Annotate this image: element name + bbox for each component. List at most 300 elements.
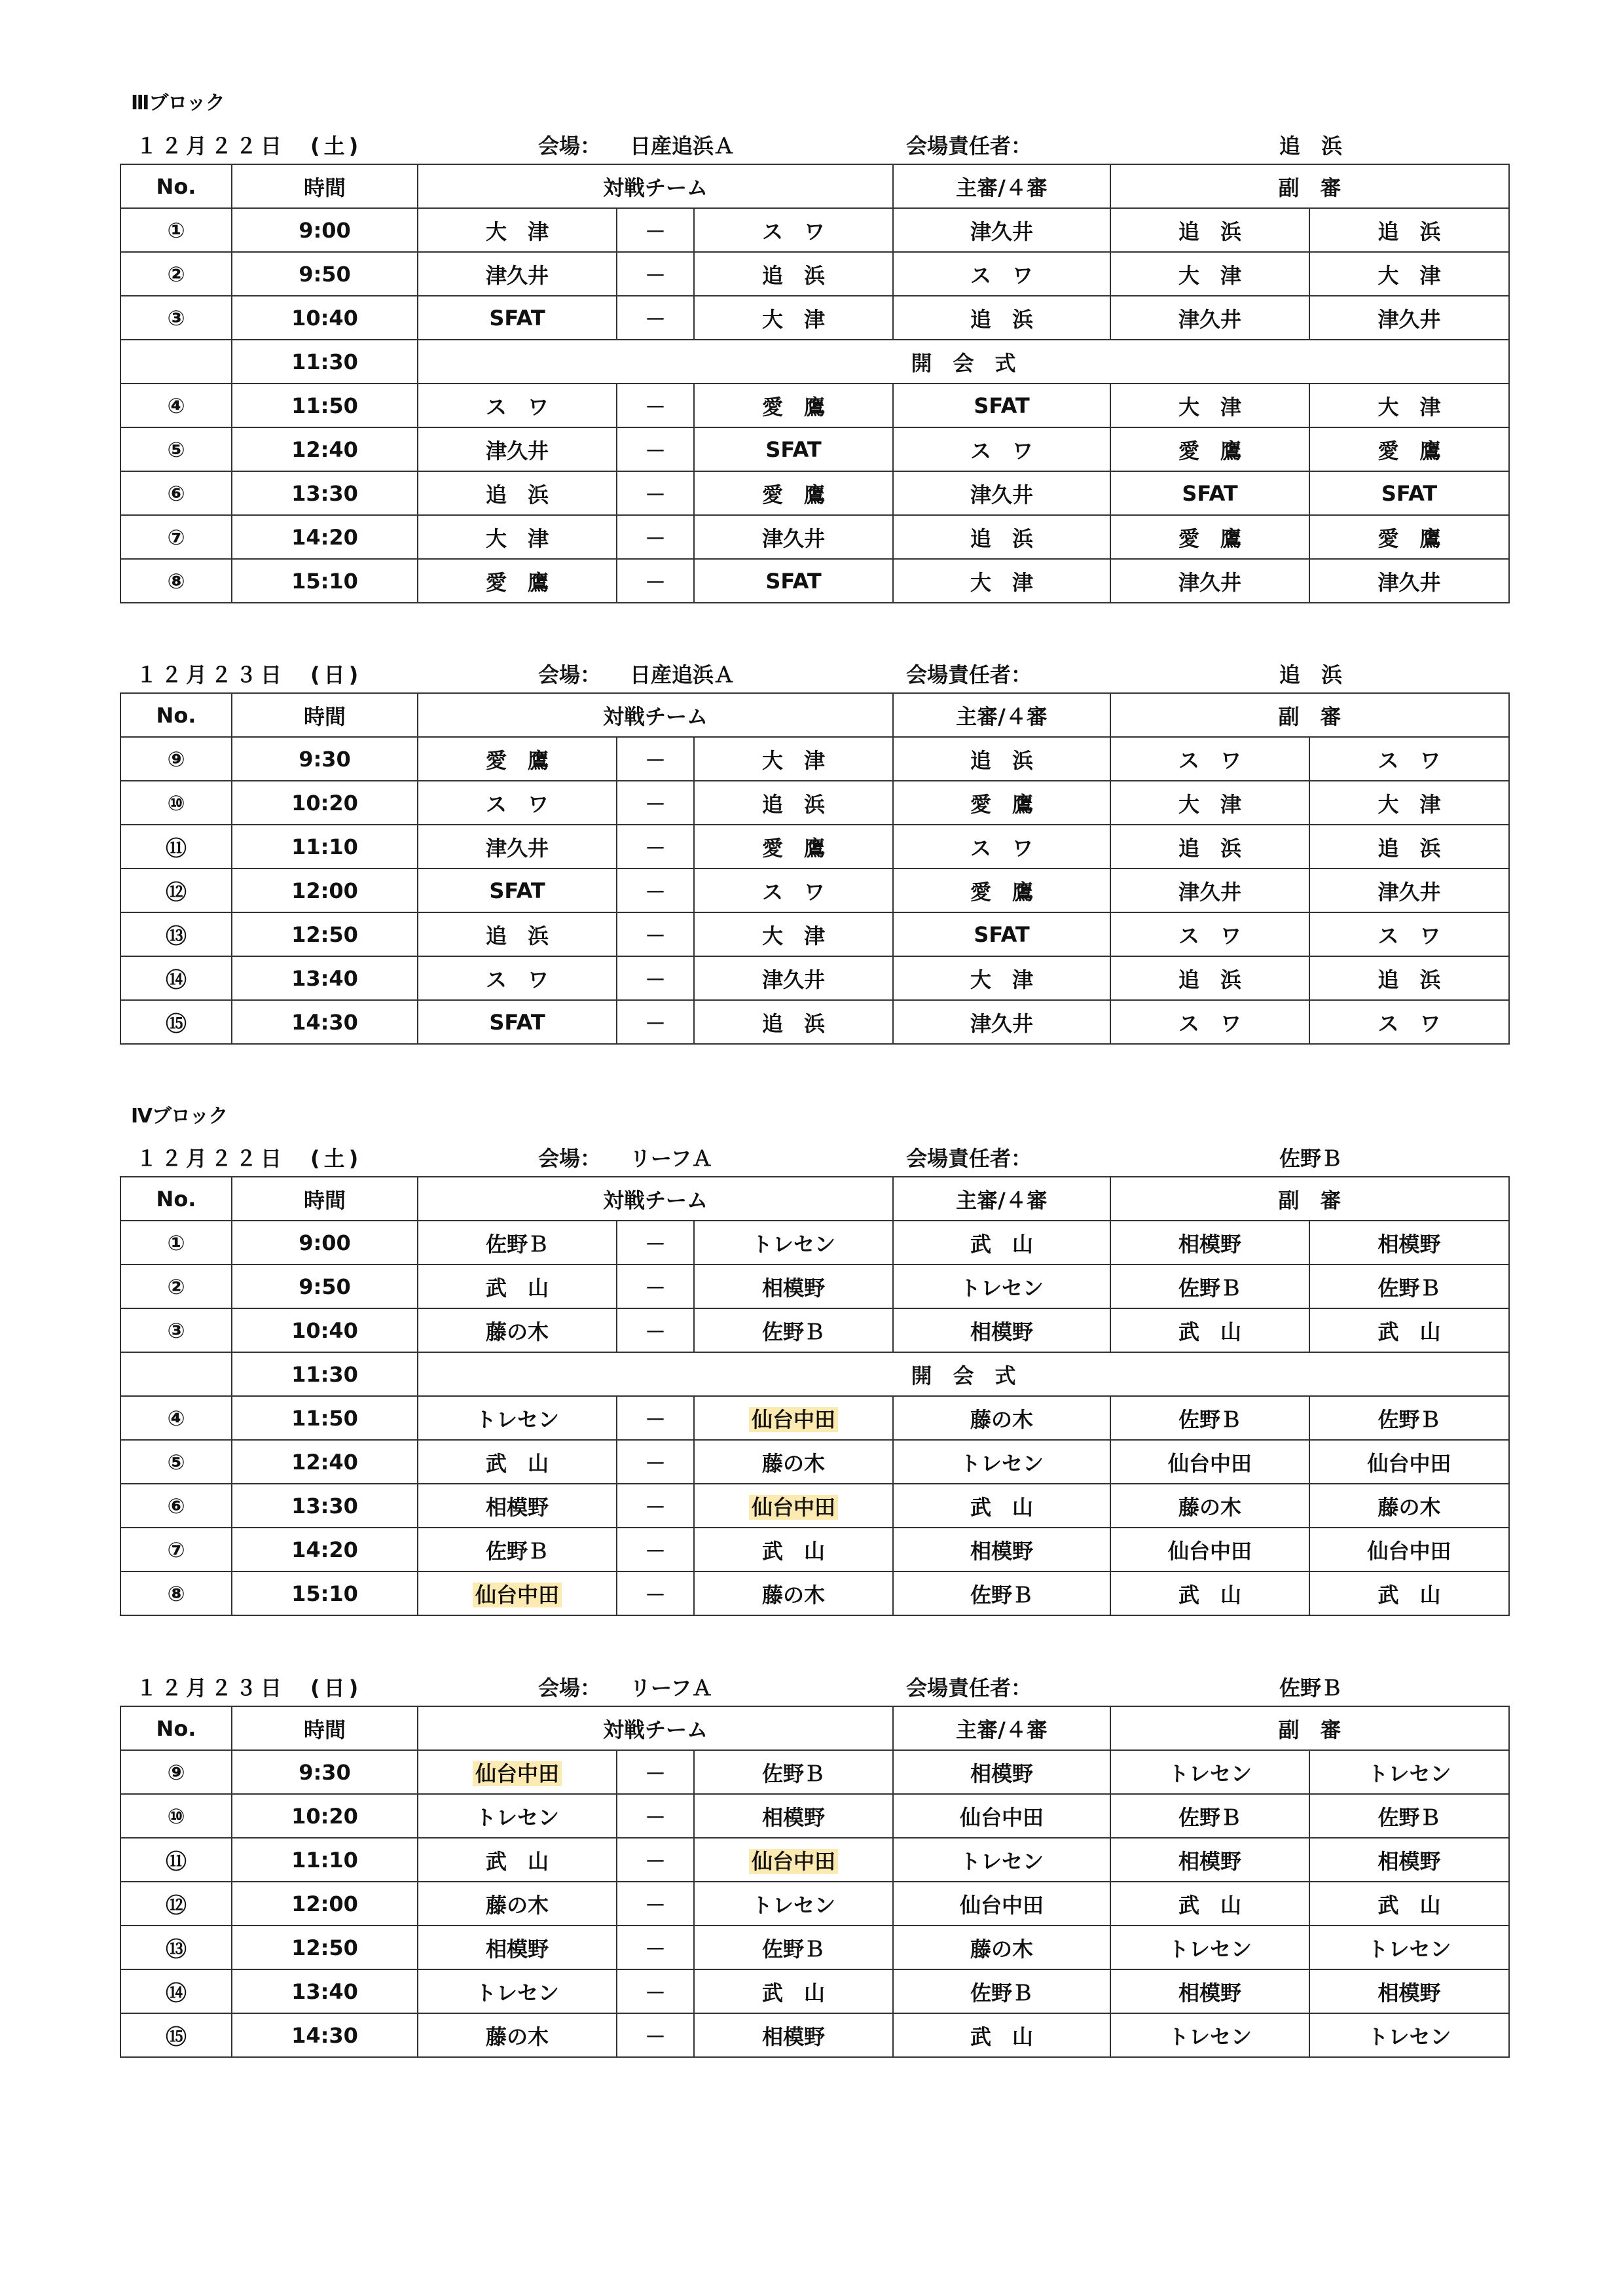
- versus-dash: －: [617, 869, 694, 912]
- match-time: 13:30: [232, 1484, 418, 1528]
- versus-dash: －: [617, 559, 694, 603]
- match-date: １２月２２日 (土): [136, 134, 363, 158]
- assistant-referee-2: 追 浜: [1309, 208, 1509, 252]
- match-number: ②: [120, 1265, 232, 1308]
- table-row: [120, 956, 1509, 1000]
- assistant-referee-1: 大 津: [1110, 384, 1309, 427]
- match-time: 12:00: [232, 1882, 418, 1926]
- home-team: [418, 1571, 617, 1615]
- header-referee: 主審/４審: [893, 164, 1110, 208]
- schedule-table: [120, 1176, 1510, 1616]
- away-team: 追 浜: [694, 1000, 893, 1044]
- match-number: ②: [120, 252, 232, 296]
- responsible-label: 会場責任者：: [906, 662, 1032, 687]
- away-team: 藤の木: [694, 1440, 893, 1484]
- main-referee: 津久井: [893, 208, 1110, 252]
- match-date: １２月２２日 (土): [136, 1146, 363, 1171]
- match-number: ⑭: [120, 1969, 232, 2013]
- versus-dash: －: [617, 296, 694, 340]
- home-team: 藤の木: [418, 2013, 617, 2057]
- assistant-referee-1: 愛 鷹: [1110, 427, 1309, 471]
- table-row: [120, 1926, 1509, 1969]
- table-row: [120, 869, 1509, 912]
- match-time: 11:30: [232, 1352, 418, 1396]
- table-row: [120, 1221, 1509, 1265]
- assistant-referee-1: 仙台中田: [1110, 1528, 1309, 1571]
- match-number: ⑤: [120, 427, 232, 471]
- event-label: 開 会 式: [418, 340, 1509, 384]
- main-referee: ス ワ: [893, 427, 1110, 471]
- match-number: ⑦: [120, 515, 232, 559]
- versus-dash: －: [617, 1265, 694, 1308]
- away-team: 相模野: [694, 2013, 893, 2057]
- home-team: 相模野: [418, 1484, 617, 1528]
- table-row: [120, 252, 1509, 296]
- table-row: [120, 1838, 1509, 1882]
- main-referee: トレセン: [893, 1440, 1110, 1484]
- home-team: 藤の木: [418, 1882, 617, 1926]
- assistant-referee-1: 大 津: [1110, 252, 1309, 296]
- versus-dash: －: [617, 1000, 694, 1044]
- match-time: 9:50: [232, 1265, 418, 1308]
- main-referee: ス ワ: [893, 825, 1110, 869]
- responsible-label: 会場責任者：: [906, 134, 1032, 158]
- away-team: 相模野: [694, 1265, 893, 1308]
- match-time: 12:40: [232, 1440, 418, 1484]
- assistant-referee-1: 相模野: [1110, 1969, 1309, 2013]
- responsible-name: 佐野Ｂ: [1279, 1146, 1342, 1171]
- table-row: [120, 208, 1509, 252]
- match-number: ①: [120, 208, 232, 252]
- home-team: ス ワ: [418, 956, 617, 1000]
- versus-dash: －: [617, 737, 694, 781]
- header-match: 対戦チーム: [418, 164, 893, 208]
- match-number: ⑥: [120, 1484, 232, 1528]
- versus-dash: －: [617, 1440, 694, 1484]
- versus-dash: －: [617, 1969, 694, 2013]
- assistant-referee-2: 武 山: [1309, 1882, 1509, 1926]
- match-number: ⑨: [120, 1750, 232, 1794]
- header-assistant: 副 審: [1110, 1706, 1509, 1750]
- assistant-referee-1: 藤の木: [1110, 1484, 1309, 1528]
- home-team: [418, 1750, 617, 1794]
- assistant-referee-2: 相模野: [1309, 1221, 1509, 1265]
- main-referee: 武 山: [893, 1484, 1110, 1528]
- match-date: １２月２３日 (日): [136, 1676, 363, 1700]
- venue-name: リーフＡ: [630, 1676, 713, 1700]
- header-time: 時間: [232, 1706, 418, 1750]
- match-time: 10:20: [232, 1794, 418, 1838]
- away-team: 佐野Ｂ: [694, 1926, 893, 1969]
- header-assistant: 副 審: [1110, 1177, 1509, 1221]
- away-team: SFAT: [694, 559, 893, 603]
- assistant-referee-2: トレセン: [1309, 2013, 1509, 2057]
- main-referee: 仙台中田: [893, 1794, 1110, 1838]
- table-row: [120, 384, 1509, 427]
- match-time: 15:10: [232, 559, 418, 603]
- assistant-referee-2: SFAT: [1309, 471, 1509, 515]
- assistant-referee-1: トレセン: [1110, 1926, 1309, 1969]
- assistant-referee-2: 佐野Ｂ: [1309, 1265, 1509, 1308]
- assistant-referee-1: 追 浜: [1110, 956, 1309, 1000]
- away-team: 愛 鷹: [694, 471, 893, 515]
- event-label: 開 会 式: [418, 1352, 1509, 1396]
- home-team: トレセン: [418, 1969, 617, 2013]
- match-time: 12:00: [232, 869, 418, 912]
- match-date: １２月２３日 (日): [136, 662, 363, 687]
- assistant-referee-2: 相模野: [1309, 1969, 1509, 2013]
- assistant-referee-2: ス ワ: [1309, 737, 1509, 781]
- assistant-referee-2: ス ワ: [1309, 912, 1509, 956]
- home-team: 追 浜: [418, 471, 617, 515]
- home-team: ス ワ: [418, 384, 617, 427]
- assistant-referee-2: 愛 鷹: [1309, 427, 1509, 471]
- match-number: ⑮: [120, 1000, 232, 1044]
- header-assistant: 副 審: [1110, 164, 1509, 208]
- main-referee: 大 津: [893, 559, 1110, 603]
- away-team: ス ワ: [694, 208, 893, 252]
- venue-name: 日産追浜Ａ: [630, 662, 735, 687]
- header-time: 時間: [232, 164, 418, 208]
- assistant-referee-1: 相模野: [1110, 1838, 1309, 1882]
- match-time: 10:40: [232, 296, 418, 340]
- venue-name: リーフＡ: [630, 1146, 713, 1171]
- assistant-referee-1: 追 浜: [1110, 208, 1309, 252]
- away-team: 佐野Ｂ: [694, 1750, 893, 1794]
- home-team: 佐野Ｂ: [418, 1528, 617, 1571]
- versus-dash: －: [617, 471, 694, 515]
- table-row: [120, 1000, 1509, 1044]
- table-row: [120, 340, 1509, 384]
- main-referee: 津久井: [893, 471, 1110, 515]
- main-referee: 相模野: [893, 1308, 1110, 1352]
- match-time: 10:40: [232, 1308, 418, 1352]
- section-header: [0, 1142, 1623, 1175]
- home-team: SFAT: [418, 1000, 617, 1044]
- versus-dash: －: [617, 427, 694, 471]
- main-referee: 相模野: [893, 1528, 1110, 1571]
- home-team: 追 浜: [418, 912, 617, 956]
- match-number: ⑧: [120, 1571, 232, 1615]
- section-header: [0, 1672, 1623, 1704]
- table-row: [120, 912, 1509, 956]
- assistant-referee-1: 武 山: [1110, 1308, 1309, 1352]
- table-row: [120, 471, 1509, 515]
- header-no: No.: [120, 164, 232, 208]
- assistant-referee-2: 津久井: [1309, 869, 1509, 912]
- assistant-referee-2: トレセン: [1309, 1926, 1509, 1969]
- assistant-referee-2: 津久井: [1309, 296, 1509, 340]
- away-team: 追 浜: [694, 252, 893, 296]
- table-row: [120, 1794, 1509, 1838]
- assistant-referee-1: 仙台中田: [1110, 1440, 1309, 1484]
- home-team: 津久井: [418, 427, 617, 471]
- match-time: 9:50: [232, 252, 418, 296]
- main-referee: 追 浜: [893, 515, 1110, 559]
- home-team: 武 山: [418, 1440, 617, 1484]
- home-team: 津久井: [418, 825, 617, 869]
- versus-dash: －: [617, 781, 694, 825]
- match-time: 12:40: [232, 427, 418, 471]
- match-number: ④: [120, 384, 232, 427]
- assistant-referee-2: トレセン: [1309, 1750, 1509, 1794]
- match-time: 9:30: [232, 737, 418, 781]
- away-team: SFAT: [694, 427, 893, 471]
- match-number: ⑩: [120, 1794, 232, 1838]
- away-team: ス ワ: [694, 869, 893, 912]
- table-row: [120, 781, 1509, 825]
- assistant-referee-2: 相模野: [1309, 1838, 1509, 1882]
- home-team: 津久井: [418, 252, 617, 296]
- versus-dash: －: [617, 1528, 694, 1571]
- assistant-referee-2: 追 浜: [1309, 825, 1509, 869]
- table-row: [120, 1440, 1509, 1484]
- main-referee: 武 山: [893, 1221, 1110, 1265]
- home-team: SFAT: [418, 869, 617, 912]
- assistant-referee-2: 佐野Ｂ: [1309, 1794, 1509, 1838]
- match-number: ⑨: [120, 737, 232, 781]
- match-time: 10:20: [232, 781, 418, 825]
- main-referee: SFAT: [893, 912, 1110, 956]
- assistant-referee-2: 津久井: [1309, 559, 1509, 603]
- versus-dash: －: [617, 384, 694, 427]
- assistant-referee-2: ス ワ: [1309, 1000, 1509, 1044]
- away-team: 追 浜: [694, 781, 893, 825]
- versus-dash: －: [617, 912, 694, 956]
- away-team: [694, 1838, 893, 1882]
- venue-name: 日産追浜Ａ: [630, 134, 735, 158]
- table-row: [120, 296, 1509, 340]
- match-time: 11:50: [232, 1396, 418, 1440]
- match-number: ⑫: [120, 1882, 232, 1926]
- away-team: 愛 鷹: [694, 825, 893, 869]
- away-team: トレセン: [694, 1221, 893, 1265]
- away-team: 藤の木: [694, 1571, 893, 1615]
- versus-dash: －: [617, 825, 694, 869]
- match-time: 11:50: [232, 384, 418, 427]
- highlighted-team: 仙台中田: [749, 1495, 838, 1520]
- home-team: SFAT: [418, 296, 617, 340]
- main-referee: 藤の木: [893, 1396, 1110, 1440]
- venue-label: 会場：: [538, 662, 602, 687]
- assistant-referee-1: 佐野Ｂ: [1110, 1265, 1309, 1308]
- main-referee: 相模野: [893, 1750, 1110, 1794]
- table-row: [120, 515, 1509, 559]
- match-number: ⑮: [120, 2013, 232, 2057]
- header-referee: 主審/４審: [893, 693, 1110, 737]
- away-team: 大 津: [694, 296, 893, 340]
- match-number: ⑬: [120, 1926, 232, 1969]
- match-time: 13:40: [232, 956, 418, 1000]
- home-team: 愛 鷹: [418, 559, 617, 603]
- assistant-referee-1: 相模野: [1110, 1221, 1309, 1265]
- main-referee: 藤の木: [893, 1926, 1110, 1969]
- versus-dash: －: [617, 208, 694, 252]
- assistant-referee-2: 仙台中田: [1309, 1528, 1509, 1571]
- versus-dash: －: [617, 956, 694, 1000]
- match-time: 9:30: [232, 1750, 418, 1794]
- assistant-referee-2: 武 山: [1309, 1571, 1509, 1615]
- home-team: 愛 鷹: [418, 737, 617, 781]
- table-row: [120, 1265, 1509, 1308]
- main-referee: 仙台中田: [893, 1882, 1110, 1926]
- main-referee: 愛 鷹: [893, 781, 1110, 825]
- home-team: ス ワ: [418, 781, 617, 825]
- header-match: 対戦チーム: [418, 1177, 893, 1221]
- header-match: 対戦チーム: [418, 1706, 893, 1750]
- table-header-row: [120, 164, 1509, 208]
- home-team: 佐野Ｂ: [418, 1221, 617, 1265]
- away-team: 愛 鷹: [694, 384, 893, 427]
- venue-label: 会場：: [538, 1676, 602, 1700]
- assistant-referee-1: トレセン: [1110, 2013, 1309, 2057]
- match-time: 9:00: [232, 208, 418, 252]
- table-row: [120, 559, 1509, 603]
- table-row: [120, 2013, 1509, 2057]
- match-time: 9:00: [232, 1221, 418, 1265]
- assistant-referee-1: ス ワ: [1110, 1000, 1309, 1044]
- table-row: [120, 1484, 1509, 1528]
- table-row: [120, 1308, 1509, 1352]
- match-number: ⑦: [120, 1528, 232, 1571]
- home-team: 藤の木: [418, 1308, 617, 1352]
- assistant-referee-1: 津久井: [1110, 559, 1309, 603]
- versus-dash: －: [617, 1838, 694, 1882]
- venue-label: 会場：: [538, 134, 602, 158]
- table-row: [120, 427, 1509, 471]
- assistant-referee-1: 佐野Ｂ: [1110, 1794, 1309, 1838]
- versus-dash: －: [617, 1396, 694, 1440]
- assistant-referee-1: 大 津: [1110, 781, 1309, 825]
- main-referee: 追 浜: [893, 737, 1110, 781]
- header-no: No.: [120, 693, 232, 737]
- versus-dash: －: [617, 1484, 694, 1528]
- assistant-referee-1: 追 浜: [1110, 825, 1309, 869]
- responsible-label: 会場責任者：: [906, 1676, 1032, 1700]
- away-team: 佐野Ｂ: [694, 1308, 893, 1352]
- table-row: [120, 1528, 1509, 1571]
- header-time: 時間: [232, 693, 418, 737]
- match-number: ⑬: [120, 912, 232, 956]
- match-time: 11:30: [232, 340, 418, 384]
- header-no: No.: [120, 1177, 232, 1221]
- table-row: [120, 1352, 1509, 1396]
- main-referee: 佐野Ｂ: [893, 1969, 1110, 2013]
- assistant-referee-1: 佐野Ｂ: [1110, 1396, 1309, 1440]
- assistant-referee-2: 愛 鷹: [1309, 515, 1509, 559]
- match-time: 13:40: [232, 1969, 418, 2013]
- assistant-referee-1: 津久井: [1110, 296, 1309, 340]
- schedule-table: [120, 164, 1510, 603]
- table-row: [120, 1750, 1509, 1794]
- header-match: 対戦チーム: [418, 693, 893, 737]
- responsible-name: 追 浜: [1279, 662, 1342, 687]
- responsible-label: 会場責任者：: [906, 1146, 1032, 1171]
- main-referee: 武 山: [893, 2013, 1110, 2057]
- home-team: 武 山: [418, 1838, 617, 1882]
- match-number: ⑫: [120, 869, 232, 912]
- responsible-name: 佐野Ｂ: [1279, 1676, 1342, 1700]
- assistant-referee-2: 武 山: [1309, 1308, 1509, 1352]
- match-time: 14:30: [232, 1000, 418, 1044]
- home-team: 大 津: [418, 208, 617, 252]
- away-team: [694, 1396, 893, 1440]
- match-number: ③: [120, 296, 232, 340]
- assistant-referee-2: 大 津: [1309, 252, 1509, 296]
- schedule-table: [120, 692, 1510, 1045]
- assistant-referee-1: 愛 鷹: [1110, 515, 1309, 559]
- match-time: 11:10: [232, 825, 418, 869]
- block-title: Ⅲブロック: [131, 92, 225, 115]
- section-header: [0, 658, 1623, 691]
- assistant-referee-2: 大 津: [1309, 781, 1509, 825]
- assistant-referee-2: 佐野Ｂ: [1309, 1396, 1509, 1440]
- venue-label: 会場：: [538, 1146, 602, 1171]
- match-number: ③: [120, 1308, 232, 1352]
- versus-dash: －: [617, 1571, 694, 1615]
- versus-dash: －: [617, 1221, 694, 1265]
- main-referee: 津久井: [893, 1000, 1110, 1044]
- home-team: トレセン: [418, 1396, 617, 1440]
- versus-dash: －: [617, 2013, 694, 2057]
- away-team: 武 山: [694, 1969, 893, 2013]
- table-header-row: [120, 693, 1509, 737]
- assistant-referee-2: 藤の木: [1309, 1484, 1509, 1528]
- home-team: 大 津: [418, 515, 617, 559]
- away-team: 武 山: [694, 1528, 893, 1571]
- away-team: トレセン: [694, 1882, 893, 1926]
- assistant-referee-2: 大 津: [1309, 384, 1509, 427]
- assistant-referee-1: ス ワ: [1110, 912, 1309, 956]
- match-number: ⑪: [120, 1838, 232, 1882]
- match-number: ⑧: [120, 559, 232, 603]
- assistant-referee-2: 仙台中田: [1309, 1440, 1509, 1484]
- away-team: 津久井: [694, 956, 893, 1000]
- responsible-name: 追 浜: [1279, 134, 1342, 158]
- away-team: 大 津: [694, 737, 893, 781]
- match-time: 14:30: [232, 2013, 418, 2057]
- main-referee: 大 津: [893, 956, 1110, 1000]
- main-referee: 佐野Ｂ: [893, 1571, 1110, 1615]
- versus-dash: －: [617, 1882, 694, 1926]
- block-title: Ⅳブロック: [131, 1105, 228, 1128]
- assistant-referee-1: 武 山: [1110, 1571, 1309, 1615]
- assistant-referee-1: 津久井: [1110, 869, 1309, 912]
- header-referee: 主審/４審: [893, 1706, 1110, 1750]
- table-row: [120, 825, 1509, 869]
- match-time: 13:30: [232, 471, 418, 515]
- table-row: [120, 1969, 1509, 2013]
- match-number: ⑥: [120, 471, 232, 515]
- match-number: ④: [120, 1396, 232, 1440]
- away-team: 大 津: [694, 912, 893, 956]
- highlighted-team: 仙台中田: [473, 1583, 562, 1607]
- match-time: 12:50: [232, 1926, 418, 1969]
- highlighted-team: 仙台中田: [749, 1407, 838, 1432]
- match-time: 11:10: [232, 1838, 418, 1882]
- table-header-row: [120, 1177, 1509, 1221]
- match-number: ⑩: [120, 781, 232, 825]
- match-time: 12:50: [232, 912, 418, 956]
- assistant-referee-2: 追 浜: [1309, 956, 1509, 1000]
- match-number: ⑪: [120, 825, 232, 869]
- table-row: [120, 1571, 1509, 1615]
- table-row: [120, 737, 1509, 781]
- header-no: No.: [120, 1706, 232, 1750]
- assistant-referee-1: ス ワ: [1110, 737, 1309, 781]
- main-referee: 追 浜: [893, 296, 1110, 340]
- highlighted-team: 仙台中田: [749, 1849, 838, 1874]
